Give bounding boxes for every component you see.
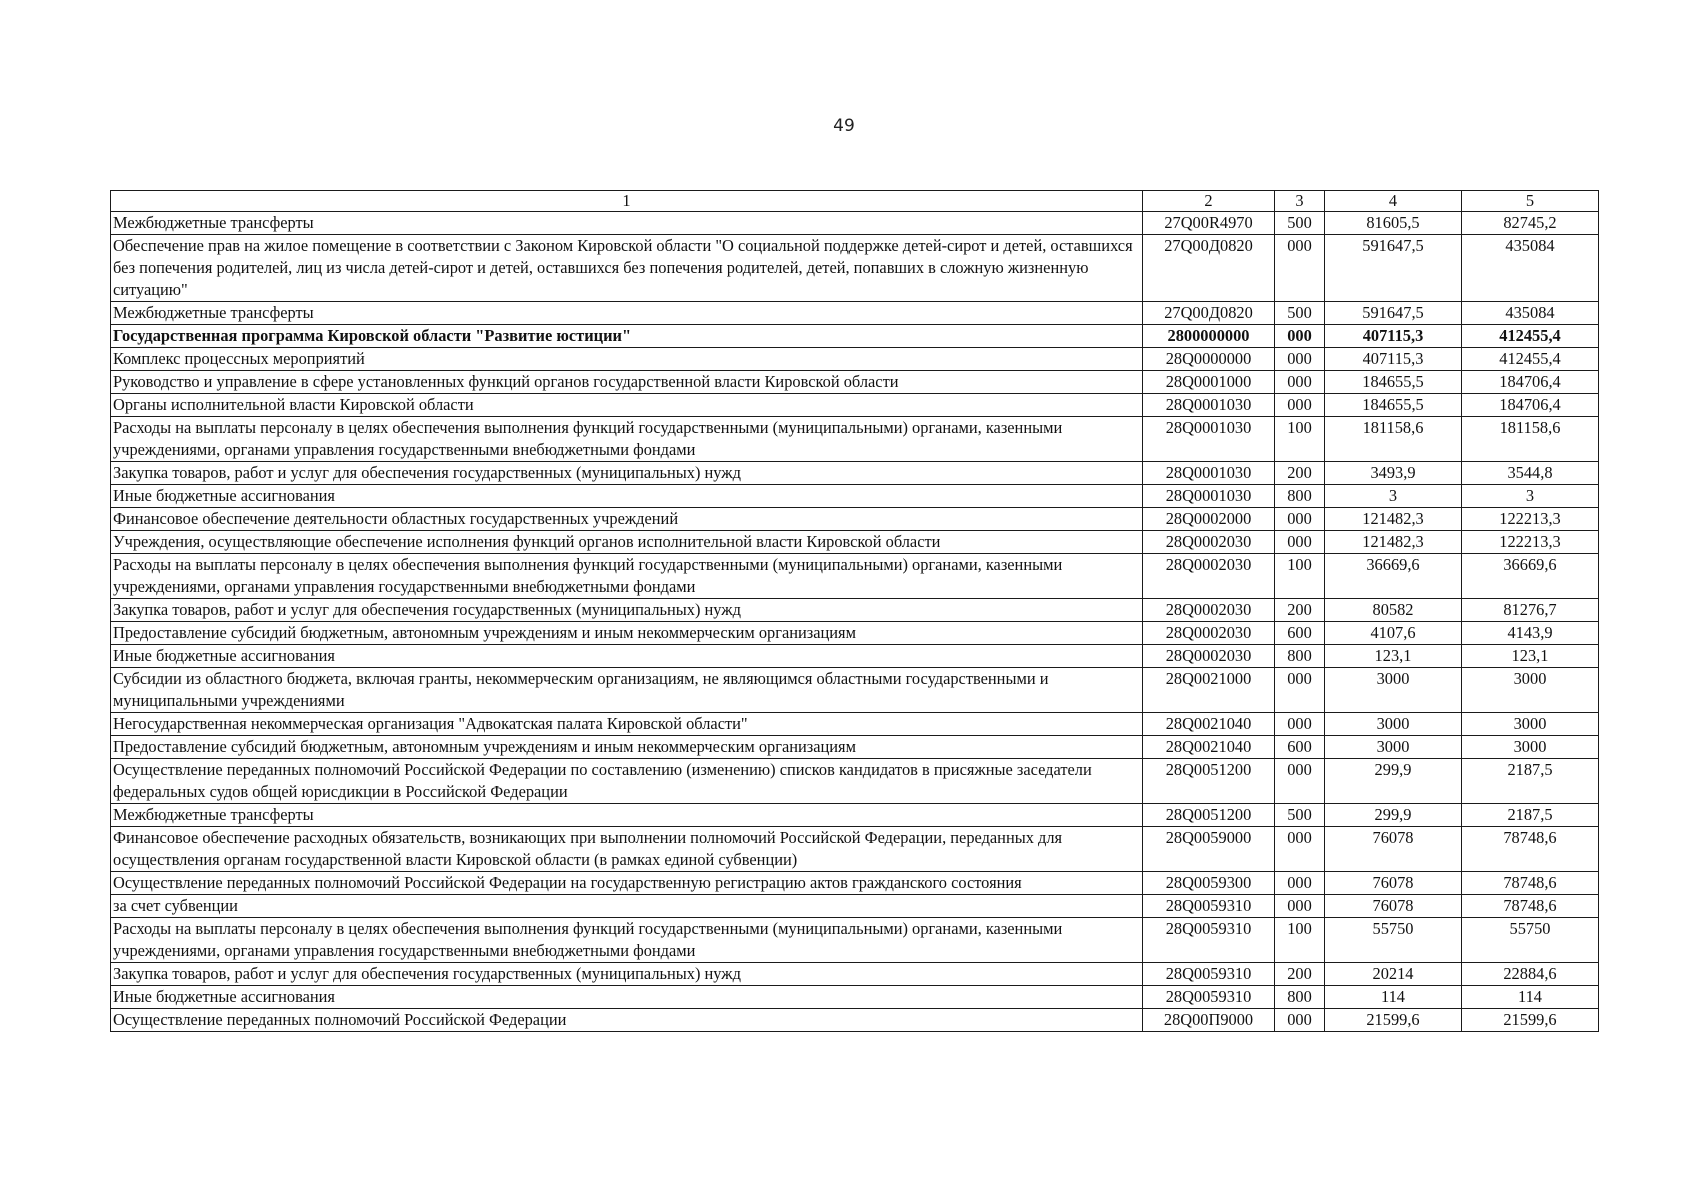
table-row [111,212,1599,235]
row-code-cell: 28Q0059300 [1143,872,1275,895]
row-name-cell: Предоставление субсидий бюджетным, автономным учреждениям и иным некоммерческим организациям [111,736,1143,759]
row-name-cell: Иные бюджетные ассигнования [111,485,1143,508]
row-amount-year1-cell: 76078 [1325,827,1462,872]
page-number: 49 [833,116,855,136]
row-name-cell: Иные бюджетные ассигнования [111,645,1143,668]
row-name-cell: Обеспечение прав на жилое помещение в соответствии с Законом Кировской области "О социальной поддержке детей-сирот и детей, оставшихся без попечения родителей, лиц из числа детей-сирот и детей, оставшихся без попечения родителей, детей, попавших в сложную жизненную ситуацию" [111,235,1143,302]
row-amount-year2-cell: 181158,6 [1462,417,1599,462]
column-header: 4 [1325,191,1462,212]
row-amount-year2-cell: 4143,9 [1462,622,1599,645]
row-expense-type-cell: 000 [1275,827,1325,872]
table-row [111,895,1599,918]
table-row [111,531,1599,554]
row-amount-year1-cell: 55750 [1325,918,1462,963]
row-amount-year1-cell: 299,9 [1325,804,1462,827]
row-amount-year2-cell: 184706,4 [1462,371,1599,394]
table-row [111,963,1599,986]
row-name-cell: Закупка товаров, работ и услуг для обеспечения государственных (муниципальных) нужд [111,963,1143,986]
row-amount-year2-cell: 82745,2 [1462,212,1599,235]
row-amount-year1-cell: 407115,3 [1325,348,1462,371]
column-header: 1 [111,191,1143,212]
row-name-cell: Негосударственная некоммерческая организация "Адвокатская палата Кировской области" [111,713,1143,736]
row-code-cell: 28Q0002030 [1143,531,1275,554]
column-header: 2 [1143,191,1275,212]
row-code-cell: 28Q0002030 [1143,599,1275,622]
row-amount-year2-cell: 78748,6 [1462,827,1599,872]
row-amount-year1-cell: 3 [1325,485,1462,508]
row-expense-type-cell: 500 [1275,212,1325,235]
row-amount-year2-cell: 21599,6 [1462,1009,1599,1032]
row-expense-type-cell: 000 [1275,713,1325,736]
row-expense-type-cell: 200 [1275,462,1325,485]
table-row [111,622,1599,645]
row-amount-year2-cell: 3 [1462,485,1599,508]
row-amount-year1-cell: 121482,3 [1325,531,1462,554]
row-name-cell: Иные бюджетные ассигнования [111,986,1143,1009]
row-code-cell: 27Q00R4970 [1143,212,1275,235]
row-code-cell: 28Q00П9000 [1143,1009,1275,1032]
row-amount-year1-cell: 3000 [1325,713,1462,736]
row-name-cell: Расходы на выплаты персоналу в целях обеспечения выполнения функций государственными (муниципальными) органами, казенными учреждениями, органами управления государственными внебюджетными фондами [111,417,1143,462]
row-amount-year1-cell: 591647,5 [1325,235,1462,302]
row-name-cell: Расходы на выплаты персоналу в целях обеспечения выполнения функций государственными (муниципальными) органами, казенными учреждениями, органами управления государственными внебюджетными фондами [111,554,1143,599]
table-row [111,1009,1599,1032]
row-name-cell: Субсидии из областного бюджета, включая гранты, некоммерческим организациям, не являющимся областными государственными и муниципальными учреждениями [111,668,1143,713]
row-amount-year1-cell: 20214 [1325,963,1462,986]
table-body [111,212,1599,1032]
row-name-cell: Финансовое обеспечение деятельности областных государственных учреждений [111,508,1143,531]
row-name-cell: Закупка товаров, работ и услуг для обеспечения государственных (муниципальных) нужд [111,462,1143,485]
row-amount-year2-cell: 78748,6 [1462,895,1599,918]
row-expense-type-cell: 000 [1275,348,1325,371]
table-row [111,645,1599,668]
row-expense-type-cell: 100 [1275,918,1325,963]
table-row [111,462,1599,485]
row-amount-year1-cell: 36669,6 [1325,554,1462,599]
row-code-cell: 2800000000 [1143,325,1275,348]
table-row [111,485,1599,508]
row-expense-type-cell: 200 [1275,963,1325,986]
row-code-cell: 28Q0002030 [1143,554,1275,599]
row-amount-year1-cell: 181158,6 [1325,417,1462,462]
row-amount-year2-cell: 78748,6 [1462,872,1599,895]
row-amount-year1-cell: 591647,5 [1325,302,1462,325]
row-amount-year2-cell: 122213,3 [1462,508,1599,531]
row-amount-year1-cell: 3000 [1325,736,1462,759]
row-code-cell: 28Q0059310 [1143,895,1275,918]
row-amount-year2-cell: 36669,6 [1462,554,1599,599]
row-code-cell: 28Q0021040 [1143,713,1275,736]
row-amount-year1-cell: 80582 [1325,599,1462,622]
row-amount-year2-cell: 3000 [1462,736,1599,759]
row-amount-year1-cell: 76078 [1325,895,1462,918]
row-name-cell: Межбюджетные трансферты [111,212,1143,235]
row-amount-year2-cell: 122213,3 [1462,531,1599,554]
row-expense-type-cell: 600 [1275,736,1325,759]
row-code-cell: 28Q0059310 [1143,918,1275,963]
row-code-cell: 28Q0001030 [1143,462,1275,485]
row-code-cell: 28Q0001030 [1143,417,1275,462]
row-expense-type-cell: 500 [1275,302,1325,325]
row-amount-year2-cell: 435084 [1462,235,1599,302]
row-amount-year1-cell: 21599,6 [1325,1009,1462,1032]
table-row [111,759,1599,804]
row-amount-year2-cell: 22884,6 [1462,963,1599,986]
row-expense-type-cell: 200 [1275,599,1325,622]
table-row [111,235,1599,302]
row-amount-year2-cell: 412455,4 [1462,325,1599,348]
row-name-cell: Учреждения, осуществляющие обеспечение исполнения функций органов исполнительной власти Кировской области [111,531,1143,554]
column-number-row [111,191,1599,212]
table-row [111,371,1599,394]
table-row [111,508,1599,531]
row-name-cell: за счет субвенции [111,895,1143,918]
row-expense-type-cell: 500 [1275,804,1325,827]
row-amount-year1-cell: 4107,6 [1325,622,1462,645]
row-name-cell: Осуществление переданных полномочий Российской Федерации [111,1009,1143,1032]
row-name-cell: Органы исполнительной власти Кировской области [111,394,1143,417]
row-expense-type-cell: 800 [1275,645,1325,668]
row-name-cell: Осуществление переданных полномочий Российской Федерации на государственную регистрацию актов гражданского состояния [111,872,1143,895]
table-row [111,872,1599,895]
table-row [111,417,1599,462]
row-expense-type-cell: 000 [1275,325,1325,348]
row-code-cell: 28Q0059310 [1143,986,1275,1009]
table-row [111,394,1599,417]
row-amount-year2-cell: 184706,4 [1462,394,1599,417]
table-row [111,348,1599,371]
row-amount-year2-cell: 2187,5 [1462,804,1599,827]
row-amount-year1-cell: 184655,5 [1325,394,1462,417]
table-row [111,918,1599,963]
row-code-cell: 28Q0051200 [1143,759,1275,804]
budget-table [110,190,1599,1032]
row-code-cell: 28Q0021040 [1143,736,1275,759]
row-expense-type-cell: 000 [1275,668,1325,713]
row-amount-year2-cell: 2187,5 [1462,759,1599,804]
row-amount-year2-cell: 81276,7 [1462,599,1599,622]
row-amount-year1-cell: 81605,5 [1325,212,1462,235]
row-amount-year1-cell: 299,9 [1325,759,1462,804]
row-amount-year1-cell: 3000 [1325,668,1462,713]
table-row [111,302,1599,325]
row-code-cell: 28Q0001000 [1143,371,1275,394]
table-row [111,325,1599,348]
row-name-cell: Межбюджетные трансферты [111,804,1143,827]
row-expense-type-cell: 600 [1275,622,1325,645]
row-amount-year2-cell: 3000 [1462,668,1599,713]
row-expense-type-cell: 000 [1275,759,1325,804]
row-amount-year1-cell: 407115,3 [1325,325,1462,348]
row-name-cell: Закупка товаров, работ и услуг для обеспечения государственных (муниципальных) нужд [111,599,1143,622]
row-code-cell: 27Q00Д0820 [1143,302,1275,325]
row-amount-year2-cell: 435084 [1462,302,1599,325]
table-row [111,599,1599,622]
row-name-cell: Предоставление субсидий бюджетным, автономным учреждениям и иным некоммерческим организациям [111,622,1143,645]
row-expense-type-cell: 800 [1275,485,1325,508]
row-name-cell: Комплекс процессных мероприятий [111,348,1143,371]
table-row [111,986,1599,1009]
row-expense-type-cell: 000 [1275,235,1325,302]
row-code-cell: 28Q0051200 [1143,804,1275,827]
table-row [111,668,1599,713]
row-code-cell: 28Q0001030 [1143,485,1275,508]
table-row [111,827,1599,872]
table-row [111,713,1599,736]
row-expense-type-cell: 800 [1275,986,1325,1009]
row-code-cell: 28Q0001030 [1143,394,1275,417]
table-row [111,554,1599,599]
row-code-cell: 28Q0002030 [1143,645,1275,668]
row-name-cell: Межбюджетные трансферты [111,302,1143,325]
row-expense-type-cell: 000 [1275,531,1325,554]
row-expense-type-cell: 100 [1275,417,1325,462]
row-amount-year2-cell: 3544,8 [1462,462,1599,485]
row-name-cell: Финансовое обеспечение расходных обязательств, возникающих при выполнении полномочий Российской Федерации, переданных для осуществления органам государственной власти Кировской области (в рамках единой субвенции) [111,827,1143,872]
table-row [111,804,1599,827]
row-expense-type-cell: 000 [1275,394,1325,417]
row-amount-year2-cell: 412455,4 [1462,348,1599,371]
row-amount-year1-cell: 121482,3 [1325,508,1462,531]
row-code-cell: 27Q00Д0820 [1143,235,1275,302]
row-name-cell: Руководство и управление в сфере установленных функций органов государственной власти Кировской области [111,371,1143,394]
row-code-cell: 28Q0002000 [1143,508,1275,531]
row-code-cell: 28Q0002030 [1143,622,1275,645]
row-code-cell: 28Q0059000 [1143,827,1275,872]
row-expense-type-cell: 100 [1275,554,1325,599]
row-code-cell: 28Q0059310 [1143,963,1275,986]
row-expense-type-cell: 000 [1275,508,1325,531]
row-amount-year1-cell: 76078 [1325,872,1462,895]
row-code-cell: 28Q0000000 [1143,348,1275,371]
row-amount-year1-cell: 114 [1325,986,1462,1009]
row-amount-year1-cell: 123,1 [1325,645,1462,668]
row-amount-year1-cell: 3493,9 [1325,462,1462,485]
table-row [111,736,1599,759]
row-amount-year2-cell: 114 [1462,986,1599,1009]
row-expense-type-cell: 000 [1275,1009,1325,1032]
row-expense-type-cell: 000 [1275,371,1325,394]
row-amount-year2-cell: 3000 [1462,713,1599,736]
row-amount-year2-cell: 55750 [1462,918,1599,963]
row-name-cell: Расходы на выплаты персоналу в целях обеспечения выполнения функций государственными (муниципальными) органами, казенными учреждениями, органами управления государственными внебюджетными фондами [111,918,1143,963]
row-expense-type-cell: 000 [1275,872,1325,895]
row-name-cell: Государственная программа Кировской области "Развитие юстиции" [111,325,1143,348]
row-amount-year2-cell: 123,1 [1462,645,1599,668]
row-code-cell: 28Q0021000 [1143,668,1275,713]
row-expense-type-cell: 000 [1275,895,1325,918]
row-amount-year1-cell: 184655,5 [1325,371,1462,394]
row-name-cell: Осуществление переданных полномочий Российской Федерации по составлению (изменению) списков кандидатов в присяжные заседатели федеральных судов общей юрисдикции в Российской Федерации [111,759,1143,804]
column-header: 5 [1462,191,1599,212]
column-header: 3 [1275,191,1325,212]
